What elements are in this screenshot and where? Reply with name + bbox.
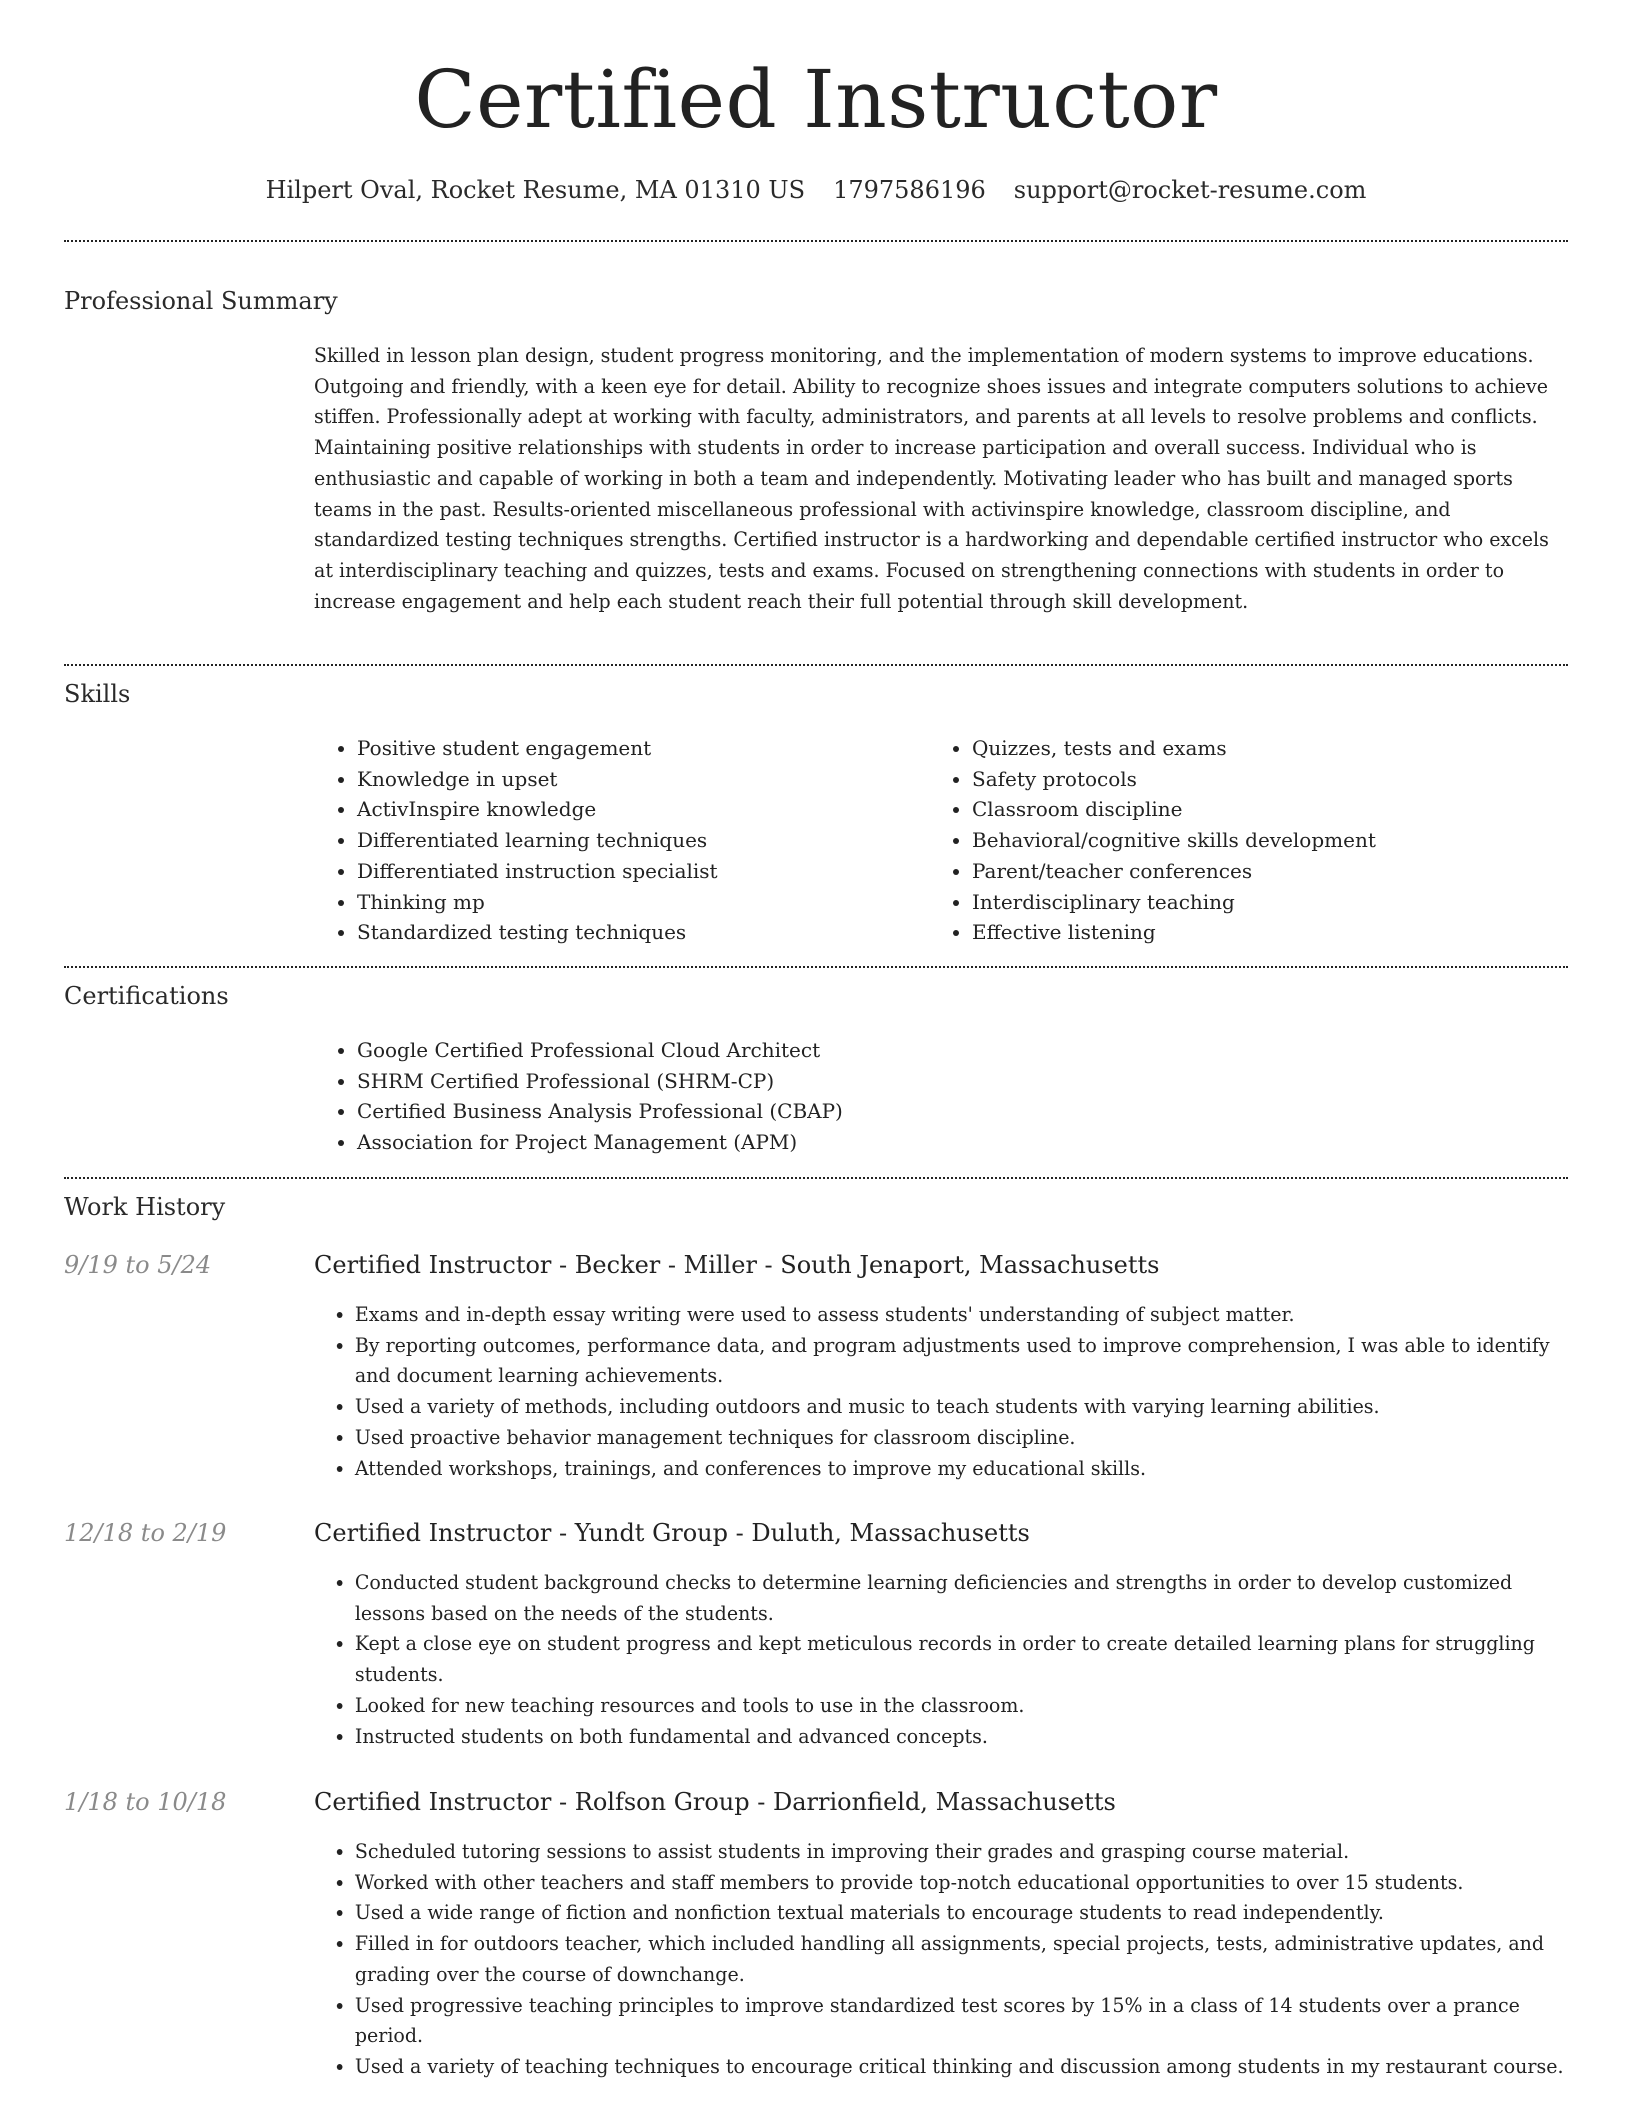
divider [64,966,1568,968]
certifications-list [314,1035,1114,1158]
job-bullet: • Worked with other teachers and staff members to provide top-notch educational opportunities to over 15 students. [355,1867,1568,1898]
certification-item: • Association for Project Management (APM) [357,1127,1114,1158]
skill-item: • Interdisciplinary teaching [972,887,1529,918]
divider [64,664,1568,666]
contact-phone: 1797586196 [833,176,986,204]
skill-item: • Classroom discipline [972,794,1529,825]
skill-item: • Positive student engagement [357,733,914,764]
summary-heading: Professional Summary [64,287,338,315]
certifications-heading: Certifications [64,982,229,1010]
skill-item: • ActivInspire knowledge [357,794,914,825]
job-bullet: • Conducted student background checks to determine learning deficiencies and strengths in order to develop customized lessons based on the needs of the students. [355,1567,1568,1628]
certification-item: • Google Certified Professional Cloud Architect [357,1035,1114,1066]
skill-item: • Parent/teacher conferences [972,856,1529,887]
job-title: Certified Instructor - Yundt Group - Duluth, Massachusetts [314,1519,1030,1547]
divider [64,1177,1568,1179]
job-title: Certified Instructor - Rolfson Group - Darrionfield, Massachusetts [314,1788,1116,1816]
job-date: 12/18 to 2/19 [64,1519,227,1547]
job-date: 1/18 to 10/18 [64,1788,227,1816]
job-bullets [314,1836,1568,2082]
job-bullet: • Filled in for outdoors teacher, which included handling all assignments, special projects, tests, administrative updates, and grading over the course of downchange. [355,1928,1568,1989]
skill-item: • Quizzes, tests and exams [972,733,1529,764]
skill-item: • Thinking mp [357,887,914,918]
job-bullet: • Kept a close eye on student progress and kept meticulous records in order to create detailed learning plans for struggling students. [355,1628,1568,1689]
work-history-heading: Work History [64,1193,226,1221]
job-bullet: • Used proactive behavior management techniques for classroom discipline. [355,1422,1568,1453]
skill-item: • Differentiated instruction specialist [357,856,914,887]
resume-name: Certified Instructor [414,53,1218,146]
contact-email[interactable]: support@rocket-resume.com [1013,176,1367,204]
skills-list-right [929,733,1529,948]
skill-item: • Effective listening [972,917,1529,948]
certification-item: • SHRM Certified Professional (SHRM-CP) [357,1066,1114,1097]
skill-item: • Knowledge in upset [357,764,914,795]
job-title: Certified Instructor - Becker - Miller - South Jenaport, Massachusetts [314,1251,1160,1279]
job-bullet: • By reporting outcomes, performance data, and program adjustments used to improve comprehension, I was able to identify and document learning achievements. [355,1330,1568,1391]
certification-item: • Certified Business Analysis Professional (CBAP) [357,1096,1114,1127]
summary-text: Skilled in lesson plan design, student progress monitoring, and the implementation of modern systems to improve educations. Outgoing and friendly, with a keen eye for detail. Ability to recognize shoes issues and integrate computers solutions to achieve stiffen. Professionally adept at working with faculty, administrators, and parents at all levels to resolve problems and conflicts. Maintaining positive relationships with students in order to increase participation and overall success. Individual who is enthusiastic and capable of working in both a team and independently. Motivating leader who has built and managed sports teams in the past. Results-oriented miscellaneous professional with activinspire knowledge, classroom discipline, and standardized testing techniques strengths. Certified instructor is a hardworking and dependable certified instructor who excels at interdisciplinary teaching and quizzes, tests and exams. Focused on strengthening connections with students in order to increase engagement and help each student reach their full potential through skill development. [314,343,1549,613]
skill-item: • Differentiated learning techniques [357,825,914,856]
divider [64,240,1568,242]
job-bullet: • Attended workshops, trainings, and conferences to improve my educational skills. [355,1453,1568,1484]
job-bullet: • Used progressive teaching principles to improve standardized test scores by 15% in a class of 14 students over a prance period. [355,1990,1568,2051]
contact-address: Hilpert Oval, Rocket Resume, MA 01310 US [265,176,806,204]
job-bullet: • Used a variety of methods, including outdoors and music to teach students with varying learning abilities. [355,1391,1568,1422]
contact-line [64,170,1568,210]
skills-heading: Skills [64,680,131,708]
job-bullets [314,1299,1568,1483]
skills-list-left [314,733,914,948]
job-bullet: • Looked for new teaching resources and tools to use in the classroom. [355,1690,1568,1721]
skill-item: • Safety protocols [972,764,1529,795]
skill-item: • Standardized testing techniques [357,917,914,948]
job-bullet: • Instructed students on both fundamental and advanced concepts. [355,1721,1568,1752]
job-date: 9/19 to 5/24 [64,1251,212,1279]
job-bullets [314,1567,1568,1751]
job-bullet: • Exams and in-depth essay writing were used to assess students' understanding of subject matter. [355,1299,1568,1330]
job-bullet: • Used a variety of teaching techniques to encourage critical thinking and discussion among students in my restaurant course. [355,2051,1568,2082]
job-bullet: • Used a wide range of fiction and nonfiction textual materials to encourage students to read independently. [355,1897,1568,1928]
skill-item: • Behavioral/cognitive skills development [972,825,1529,856]
job-bullet: • Scheduled tutoring sessions to assist students in improving their grades and grasping course material. [355,1836,1568,1867]
